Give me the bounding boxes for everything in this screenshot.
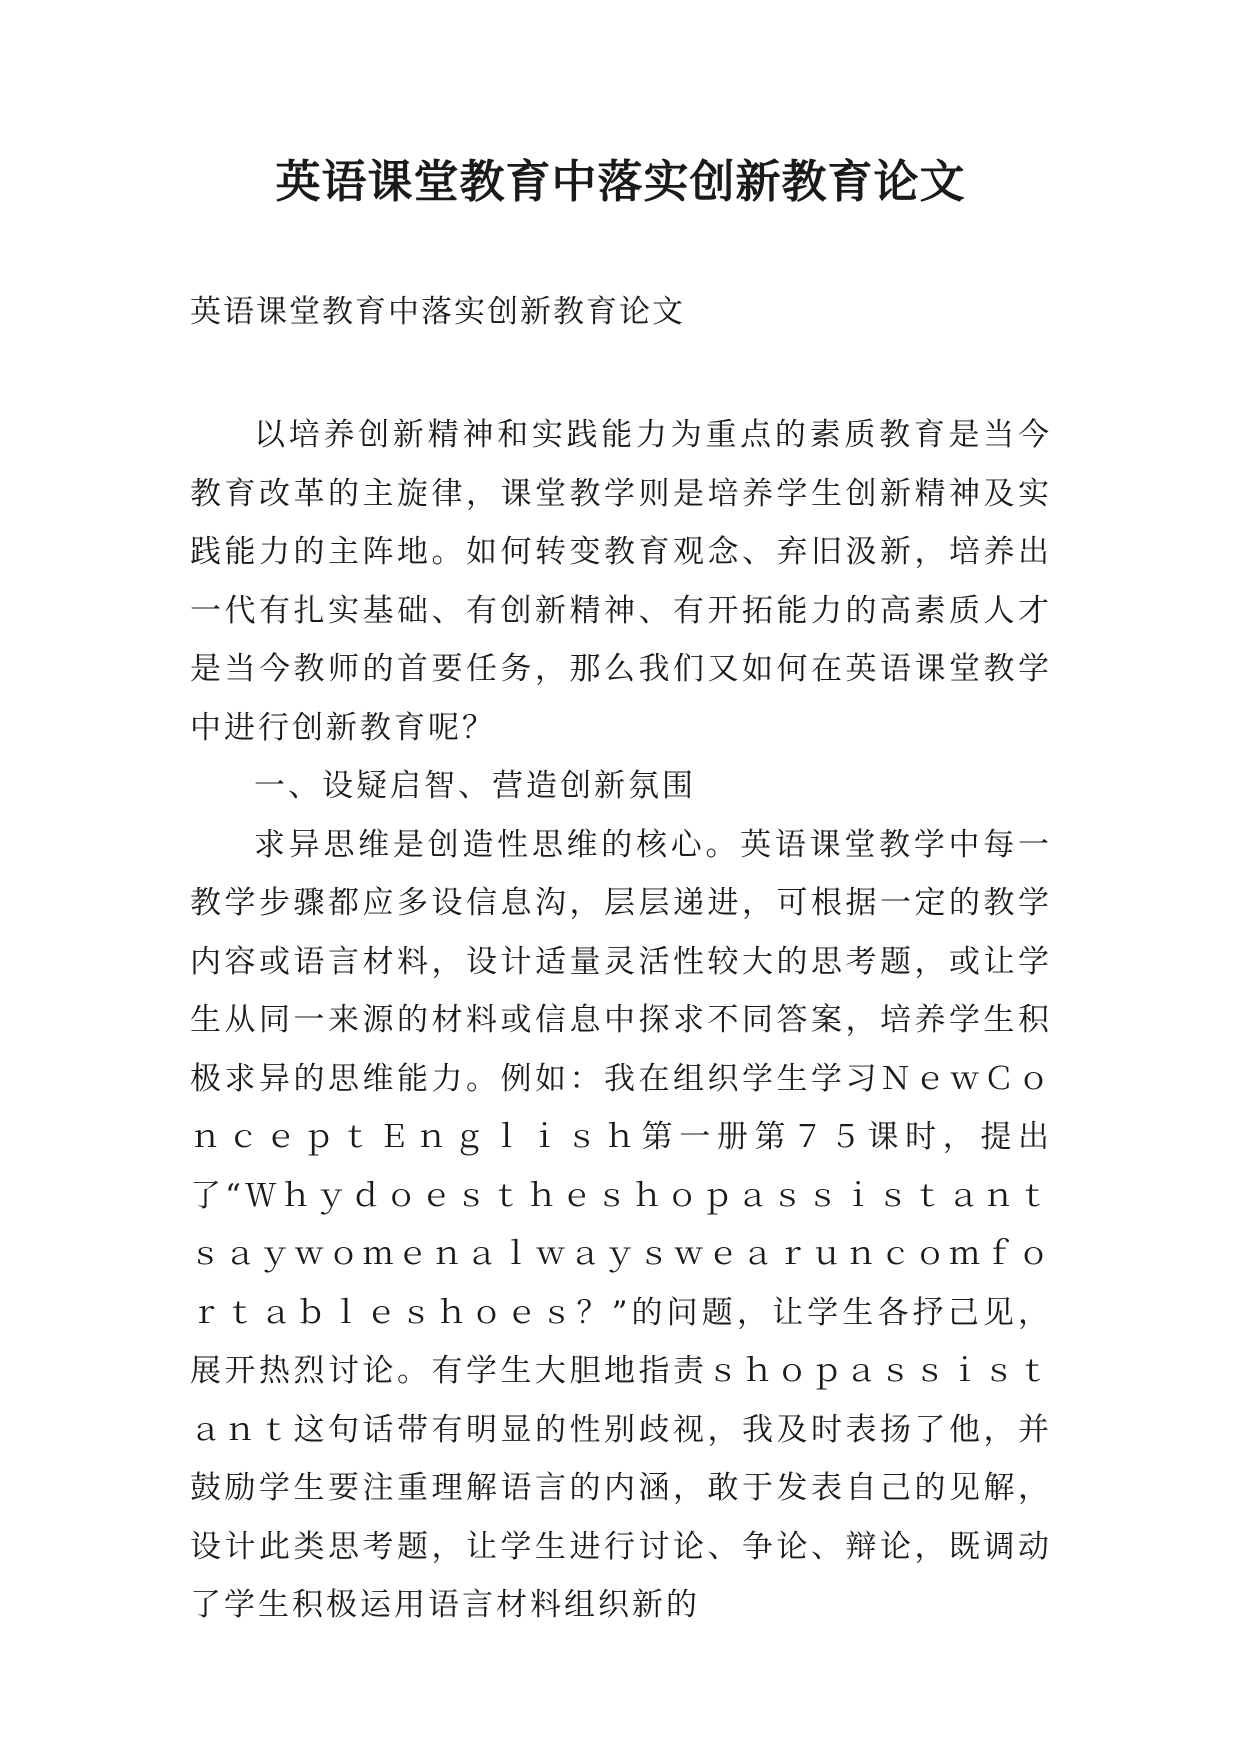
document-subtitle: 英语课堂教育中落实创新教育论文 bbox=[190, 294, 685, 330]
intro-paragraph: 以培养创新精神和实践能力为重点的素质教育是当今教育改革的主旋律，课堂教学则是培养学生创新精神及实践能力的主阵地。如何转变教育观念、弃旧汲新，培养出一代有扎实基础、有创新精神、有开拓能力的高素质人才是当今教师的首要任务，那么我们又如何在英语课堂教学中进行创新教育呢？ bbox=[190, 417, 1052, 746]
body-paragraph: 求异思维是创造性思维的核心。英语课堂教学中每一教学步骤都应多设信息沟，层层递进，可根据一定的教学内容或语言材料，设计适量灵活性较大的思考题，或让学生从同一来源的材料或信息中探求不同答案，培养学生积极求异的思维能力。例如：我在组织学生学习ＮｅｗＣｏｎｃｅｐｔＥｎｇｌｉｓｈ第一册第７５课时，提出了“Ｗｈｙｄｏｅｓｔｈｅｓｈｏｐａｓｓｉｓｔａｎｔｓａｙｗｏｍｅｎａｌｗａｙｓｗｅａｒｕｎｃｏｍｆｏｒｔａｂｌｅｓｈｏｅｓ？”的问题，让学生各抒己见，展开热烈讨论。有学生大胆地指责ｓｈｏｐａｓｓｉｓｔａｎｔ这句话带有明显的性别歧视，我及时表扬了他，并鼓励学生要注重理解语言的内涵，敢于发表自己的见解，设计此类思考题，让学生进行讨论、争论、辩论，既调动了学生积极运用语言材料组织新的 bbox=[190, 826, 1052, 1623]
document-title: 英语课堂教育中落实创新教育论文 bbox=[275, 155, 966, 208]
document-body bbox=[190, 406, 1052, 1635]
section-heading: 一、设疑启智、营造创新氛围 bbox=[254, 768, 696, 804]
